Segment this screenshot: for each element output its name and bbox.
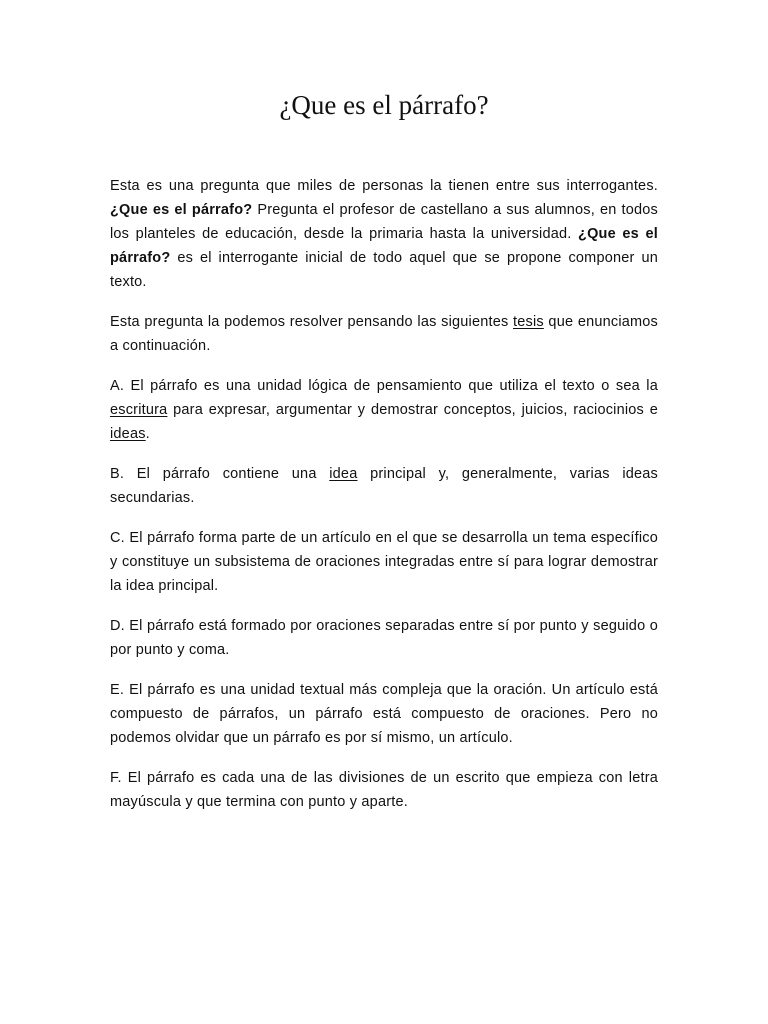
b-text-2: principal y, generalmente, varias ideas secundarias.: [110, 466, 659, 506]
a-text-3: .: [145, 426, 150, 442]
intro-text-3: es el interrogante inicial de todo aquel que se propone componer un texto.: [110, 250, 658, 290]
link-escritura[interactable]: escritura: [110, 402, 168, 418]
page-title: ¿Que es el párrafo?: [279, 90, 489, 120]
link-idea[interactable]: idea: [329, 466, 358, 482]
intro-text-2: Pregunta el profesor de castellano a sus alumnos, en todos los planteles de educación, desde la primaria hasta la universidad.: [110, 202, 658, 242]
paragraph-thesis: [110, 310, 658, 358]
a-text-1: A. El párrafo es una unidad lógica de pensamiento que utiliza el texto o sea la: [110, 378, 658, 394]
document-body: [110, 174, 658, 830]
paragraph-f: F. El párrafo es cada una de las divisiones de un escrito que empieza con letra mayúscula y que termina con punto y aparte.: [110, 770, 658, 810]
paragraph-intro: [110, 174, 658, 294]
paragraph-b: [110, 462, 658, 510]
paragraph-a: [110, 374, 658, 446]
intro-text-1: Esta es una pregunta que miles de personas la tienen entre sus interrogantes.: [110, 178, 658, 194]
thesis-text-1: Esta pregunta la podemos resolver pensando las siguientes: [110, 314, 514, 330]
paragraph-c: C. El párrafo forma parte de un artículo en el que se desarrolla un tema específico y constituye un subsistema de oraciones integradas entre sí para lograr demostrar la idea principal.: [110, 530, 658, 594]
b-text-1: B. El párrafo contiene una: [110, 466, 330, 482]
intro-bold-question-1: ¿Que es el párrafo?: [110, 202, 253, 218]
link-tesis[interactable]: tesis: [513, 314, 544, 330]
intro-bold-question-2: ¿Que es el párrafo?: [110, 226, 658, 266]
thesis-text-2: que enunciamos a continuación.: [110, 314, 659, 354]
paragraph-d: D. El párrafo está formado por oraciones separadas entre sí por punto y seguido o por punto y coma.: [110, 618, 658, 658]
paragraph-e: E. El párrafo es una unidad textual más compleja que la oración. Un artículo está compuesto de párrafos, un párrafo está compuesto de oraciones. Pero no podemos olvidar que un párrafo es por sí mismo, un artículo.: [110, 682, 658, 746]
link-ideas[interactable]: ideas: [110, 426, 146, 442]
a-text-2: para expresar, argumentar y demostrar conceptos, juicios, raciocinios e: [167, 402, 658, 418]
